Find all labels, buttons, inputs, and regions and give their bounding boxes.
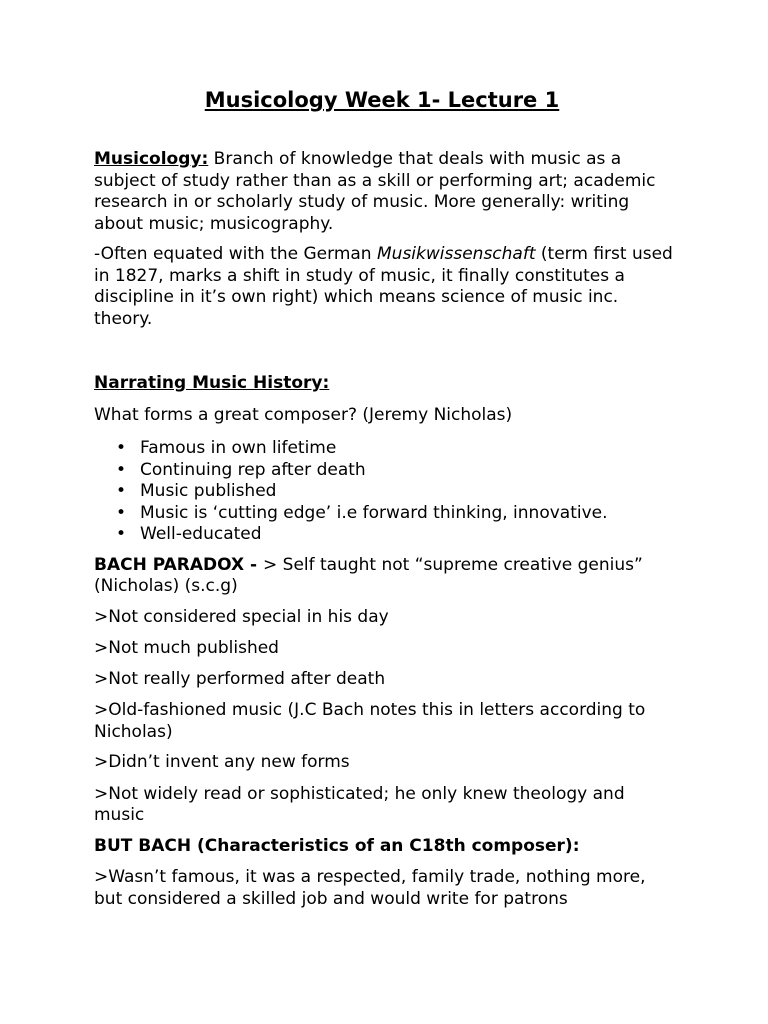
bullet-icon: • [116,524,127,544]
german-prefix: -Often equated with the German [94,244,377,264]
paradox-point: >Not really performed after death [94,668,386,689]
bullet-icon: • [116,481,127,501]
but-bach-point: >Wasn’t famous, it was a respected, family trade, nothing more, but considered a skilled job and would write for patrons [94,867,646,909]
list-item [94,438,674,460]
list-item [94,481,674,503]
bach-paradox-text: > Self taught not “supreme creative genius” (Nicholas) (s.c.g) [94,554,643,596]
bach-paradox-paragraph [94,555,674,598]
document-page [94,86,674,910]
paradox-point: >Old-fashioned music (J.C Bach notes this in letters according to Nicholas) [94,700,646,742]
list-item [94,503,674,525]
bach-paradox-label: BACH PARADOX - [94,554,263,575]
paradox-point: >Not much published [94,638,279,658]
narrating-heading: Narrating Music History: [94,373,330,393]
german-term: Musikwissenschaft [377,244,536,264]
bullet-icon: • [116,438,127,458]
bullet-icon: • [116,459,127,480]
musicology-term: Musicology: [94,149,209,169]
german-suffix: (term first used in 1827, marks a shift in study of music, it finally constitutes a discipline in it’s own right) which means science of music inc. theory. [94,244,673,329]
but-bach-heading: BUT BACH (Characteristics of an C18th composer): [94,835,580,856]
page-title: Musicology Week 1- Lecture 1 [204,88,560,112]
list-item-text: Music is ‘cutting edge’ i.e forward thinking, innovative. [140,502,608,523]
musicology-definition-text: Branch of knowledge that deals with music as a subject of study rather than as a skill or performing art; academic research in or scholarly study of music. More generally: writing about music; musicography. [94,149,656,234]
paradox-point: >Not widely read or sophisticated; he only knew theology and music [94,783,625,825]
paradox-point: >Didn’t invent any new forms [94,752,350,772]
paradox-point: >Not considered special in his day [94,606,389,627]
composer-question: What forms a great composer? (Jeremy Nicholas) [94,404,513,425]
list-item-text: Famous in own lifetime [140,438,337,458]
musikwissenschaft-paragraph [94,244,674,330]
list-item [94,524,674,546]
list-item-text: Well-educated [140,524,262,544]
musicology-definition [94,149,674,235]
composer-criteria-list [94,438,674,546]
list-item-text: Continuing rep after death [140,459,366,480]
bullet-icon: • [116,502,127,523]
list-item [94,460,674,482]
list-item-text: Music published [140,481,277,501]
